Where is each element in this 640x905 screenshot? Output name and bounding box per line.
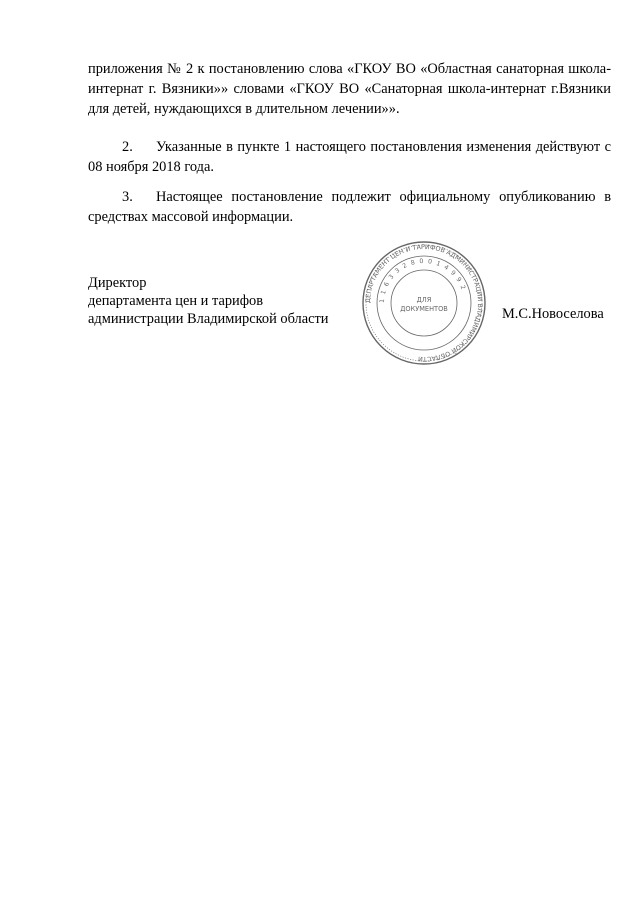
stamp-ring-numbers: 1 1 6 3 3 2 8 0 0 1 4 9 9 2 — [378, 257, 467, 304]
stamp-center-line2: ДОКУМЕНТОВ — [400, 305, 448, 313]
signatory-name: М.С.Новоселова — [502, 306, 604, 322]
paragraph-2 — [88, 137, 611, 177]
official-stamp — [356, 240, 492, 366]
position-line: департамента цен и тарифов — [88, 293, 264, 309]
body-text — [88, 59, 611, 227]
position-line: администрации Владимирской области — [88, 311, 329, 327]
paragraph-number: 3. — [122, 189, 133, 205]
paragraph-number: 2. — [122, 139, 133, 155]
stamp-ring-text: ДЕПАРТАМЕНТ ЦЕН И ТАРИФОВ АДМИНИСТРАЦИИ ВЛАДИМИРСКОЙ ОБЛАСТИ — [363, 242, 485, 364]
paragraph-continuation: приложения № 2 к постановлению слова «ГКОУ ВО «Областная санаторная школа-интернат г. Вязники»» словами «ГКОУ ВО «Санаторная школа-интернат г.Вязники для детей, нуждающихся в длительном лечении»». — [88, 61, 611, 117]
signatory-position — [88, 274, 329, 328]
paragraph-text: Настоящее постановление подлежит официальному опубликованию в средствах массовой информации. — [88, 189, 611, 225]
stamp-center-line1: ДЛЯ — [416, 296, 432, 304]
position-line: Директор — [88, 275, 147, 291]
paragraph-text: Указанные в пункте 1 настоящего постановления изменения действуют с 08 ноября 2018 года. — [88, 139, 611, 175]
paragraph-3 — [88, 187, 611, 227]
